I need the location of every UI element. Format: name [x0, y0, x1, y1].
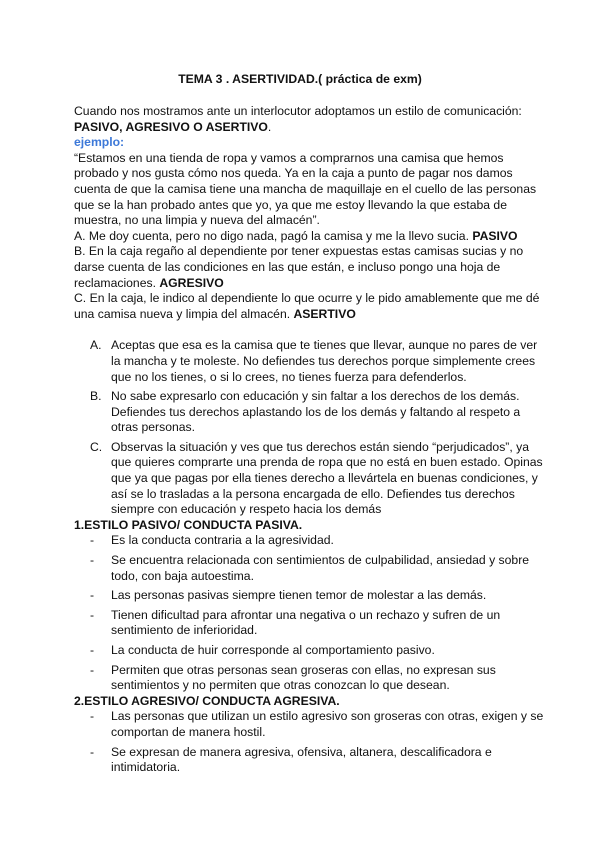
list-item [90, 662, 544, 694]
option-text: A. Me doy cuenta, pero no digo nada, pagó la camisa y me la llevo sucia. [74, 228, 473, 243]
list-item [90, 709, 544, 740]
option-tag: ASERTIVO [293, 306, 356, 321]
explanations-list [74, 338, 544, 518]
section2-heading: 2.ESTILO AGRESIVO/ CONDUCTA AGRESIVA. [74, 693, 340, 708]
list-item [90, 533, 544, 549]
option-text: C. En la caja, le indico al dependiente lo que ocurre y le pido amablemente que me dé una camisa nueva y limpia del almacén. [74, 291, 540, 321]
list-item-text: Se encuentra relacionada con sentimientos de culpabilidad, ansiedad y sobre todo, con baja autoestima. [111, 553, 530, 583]
list-item [90, 588, 544, 604]
option-b [74, 244, 544, 291]
explanation-item [90, 439, 544, 518]
explanation-text: No sabe expresarlo con educación y sin faltar a los derechos de los demás. Defiendes tus derechos aplastando los de los demás y faltando al respeto a otras personas. [111, 389, 521, 435]
list-item-text: Las personas que utilizan un estilo agresivo son groseras con otras, exigen y se comportan de manera hostil. [111, 709, 544, 739]
section1-heading: 1.ESTILO PASIVO/ CONDUCTA PASIVA. [74, 517, 303, 532]
bullet-marker: - [90, 553, 95, 568]
document-title: TEMA 3 . ASERTIVIDAD.( práctica de exm) [178, 72, 422, 86]
explanation-text: Aceptas que esa es la camisa que te tienes que llevar, aunque no pares de ver la mancha y te moleste. No defiendes tus derechos porque simplemente crees que no los tienes, o si lo crees, no tienes fuerza para defenderlos. [111, 338, 538, 384]
intro-period: . [267, 119, 272, 134]
option-text: B. En la caja regaño al dependiente por tener expuestas estas camisas sucias y no darse cuenta de las condiciones en las que están, e incluso pongo una hoja de reclamaciones. [74, 244, 524, 290]
bullet-marker: - [90, 643, 95, 657]
intro-paragraph [74, 104, 544, 135]
option-tag: AGRESIVO [159, 275, 224, 290]
intro-text: Cuando nos mostramos ante un interlocutor adoptamos un estilo de comunicación: [74, 104, 522, 118]
list-item-text: Las personas pasivas siempre tienen temor de molestar a las demás. [111, 588, 487, 603]
option-a [74, 229, 544, 245]
intro-styles: PASIVO, AGRESIVO O ASERTIVO [74, 119, 268, 134]
list-item [90, 553, 544, 584]
option-c [74, 291, 544, 322]
bullet-marker: - [90, 744, 95, 759]
section1-list [74, 533, 544, 693]
option-tag: PASIVO [472, 228, 518, 243]
list-item-text: Permiten que otras personas sean groseras con ellas, no expresan sus sentimientos y no permiten que otras conozcan lo que desean. [111, 662, 496, 693]
list-item-text: Tienen dificultad para afrontar una negativa o un rechazo y sufren de un sentimiento de inferioridad. [111, 607, 501, 638]
bullet-marker: - [90, 607, 95, 622]
list-item-text: Es la conducta contraria a la agresividad. [111, 533, 334, 548]
list-item-text: La conducta de huir corresponde al comportamiento pasivo. [111, 643, 435, 657]
bullet-marker: - [90, 662, 95, 677]
list-marker: B. [90, 389, 102, 404]
bullet-marker: - [90, 533, 95, 548]
list-item [90, 744, 544, 776]
explanation-item [90, 338, 544, 385]
bullet-marker: - [90, 588, 95, 603]
list-marker: C. [90, 439, 103, 454]
explanation-text: Observas la situación y ves que tus derechos están siendo “perjudicados”, ya que quieres comprarte una prenda de ropa que no está en buen estado. Opinas que ya que pagas por ella tienes derecho a llevártela en buenas condiciones, y así se lo trasladas a la persona encargada de ello. Defiendes tus derechos siempre con educación y respeto hacia los demás [111, 439, 543, 517]
example-text: “Estamos en una tienda de ropa y vamos a comprarnos una camisa que hemos probado y nos gusta cómo nos queda. Ya en la caja a punto de pagar nos damos cuenta de que la camisa tiene una mancha de maquillaje en el cuello de las personas que se la han probado antes que yo, ya que me estoy llevando la que estaba de muestra, no una limpia y nueva del almacén”. [74, 150, 537, 228]
list-marker: A. [90, 338, 102, 353]
section2-list [74, 709, 544, 775]
document-body [74, 104, 544, 780]
bullet-marker: - [90, 709, 95, 724]
explanation-item [90, 389, 544, 436]
example-label: ejemplo: [74, 135, 125, 150]
list-item [90, 607, 544, 639]
list-item [90, 643, 544, 659]
spacer [74, 322, 544, 338]
list-item-text: Se expresan de manera agresiva, ofensiva, altanera, descalificadora e intimidatoria. [111, 744, 492, 775]
